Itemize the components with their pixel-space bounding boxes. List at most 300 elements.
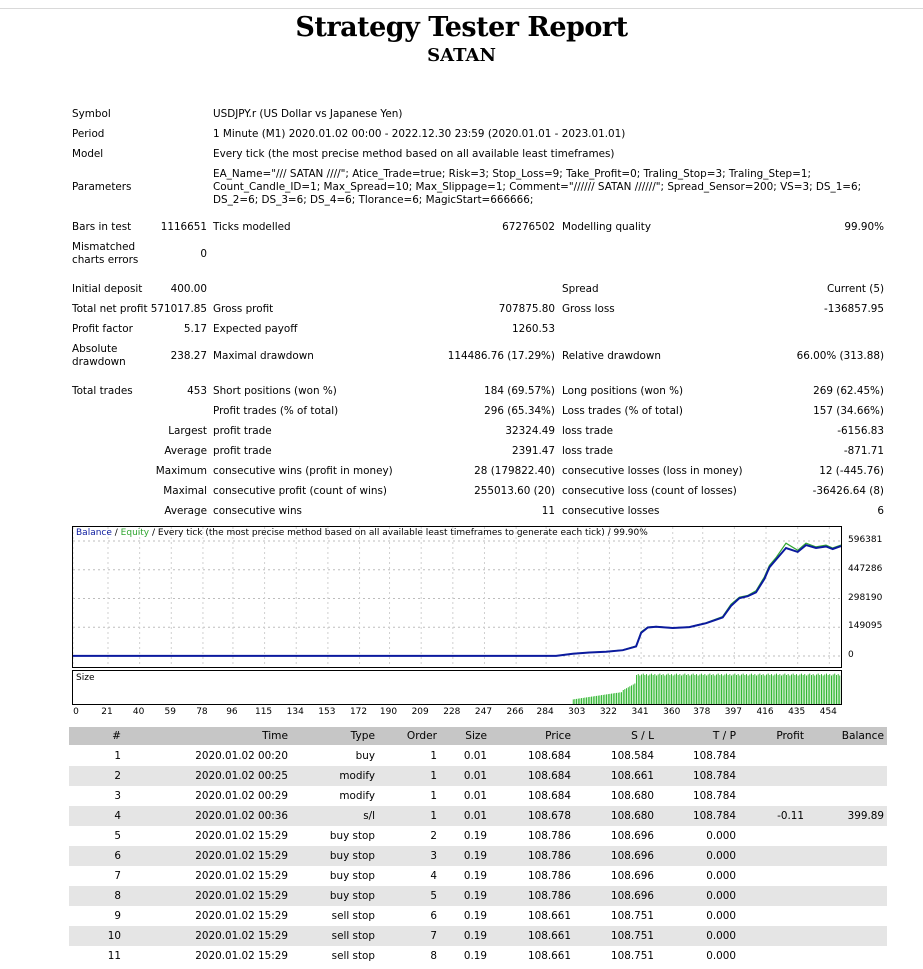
size-bar [739, 676, 740, 705]
size-bar [711, 675, 712, 704]
x-tick-label: 303 [568, 707, 586, 717]
trades-label: Total trades [72, 385, 133, 397]
size-bar [608, 694, 609, 704]
long-value: 269 (62.45%) [813, 385, 884, 397]
largest-loss-value: -6156.83 [837, 425, 884, 437]
size-bar [698, 676, 699, 705]
size-bar [696, 674, 697, 704]
size-bar [676, 674, 677, 704]
size-bar [646, 674, 647, 704]
size-bar [693, 674, 694, 704]
maximum-label: Maximum [155, 465, 207, 477]
table-cell: 108.784 [693, 810, 736, 822]
size-bar [706, 676, 707, 705]
size-bar [818, 674, 819, 704]
table-cell: 108.696 [611, 890, 654, 902]
size-bar [658, 675, 659, 705]
average-profit-label: profit trade [213, 445, 272, 457]
table-cell: 0.000 [706, 910, 736, 922]
x-tick-label: 21 [101, 707, 113, 717]
table-cell: 7 [430, 930, 437, 942]
table-cell: 6 [430, 910, 437, 922]
size-bar [586, 697, 587, 704]
column-header: Price [545, 730, 571, 742]
balance-line [73, 545, 841, 656]
table-cell: buy [355, 750, 375, 762]
balance-chart [72, 526, 842, 668]
size-bar [638, 674, 639, 704]
size-bar [786, 675, 787, 704]
max-losses-label: consecutive losses (loss in money) [562, 465, 743, 477]
table-cell: buy stop [329, 870, 375, 882]
x-tick-label: 172 [349, 707, 368, 717]
table-cell: 0.000 [706, 890, 736, 902]
size-bar [776, 674, 777, 704]
size-bar [829, 674, 830, 704]
size-bar [663, 674, 664, 704]
top-divider [0, 8, 923, 9]
avg-losses-label: consecutive losses [562, 505, 660, 517]
size-bar [708, 675, 709, 705]
table-cell: 8 [430, 950, 437, 962]
grossprofit-label: Gross profit [213, 303, 274, 315]
size-bar [591, 697, 592, 704]
size-bar [629, 686, 630, 704]
column-header: Order [406, 730, 437, 742]
size-bar [633, 685, 634, 705]
avg-wins-label: consecutive wins [213, 505, 302, 517]
x-tick-label: 435 [788, 707, 806, 717]
table-cell: 0.19 [463, 950, 487, 962]
x-tick-label: 378 [693, 707, 711, 717]
size-bar [669, 675, 670, 704]
x-tick-label: 228 [443, 707, 461, 717]
table-cell: 108.661 [528, 930, 571, 942]
y-tick-label: 0 [848, 650, 854, 660]
size-bar [664, 676, 665, 705]
size-bar [634, 684, 635, 705]
bars-value: 1116651 [160, 221, 207, 233]
period-value: 1 Minute (M1) 2020.01.02 00:00 - 2022.12.30 23:59 (2020.01.01 - 2023.01.01) [213, 128, 626, 140]
table-cell: 2020.01.02 00:25 [195, 770, 288, 782]
table-cell: 0.19 [463, 850, 487, 862]
y-tick-label: 596381 [848, 535, 883, 545]
size-bar [666, 675, 667, 705]
table-cell: -0.11 [777, 810, 804, 822]
table-cell: 0.19 [463, 830, 487, 842]
grossloss-label: Gross loss [562, 303, 615, 315]
size-bar [734, 674, 735, 704]
table-cell: 108.786 [528, 890, 571, 902]
table-cell: 2020.01.02 00:29 [195, 790, 288, 802]
x-tick-label: 153 [318, 707, 336, 717]
size-bar [811, 675, 812, 704]
x-tick-label: 284 [536, 707, 554, 717]
size-bar [821, 674, 822, 704]
size-bar [716, 675, 717, 705]
size-bar [763, 674, 764, 704]
size-bar [729, 674, 730, 704]
table-cell: 108.684 [528, 750, 571, 762]
x-tick-label: 360 [663, 707, 681, 717]
size-bar [771, 674, 772, 704]
column-header: Balance [841, 730, 884, 742]
size-bar [809, 674, 810, 704]
size-bar [751, 674, 752, 704]
payoff-label: Expected payoff [213, 323, 298, 335]
table-cell: 108.680 [611, 790, 654, 802]
x-tick-label: 416 [756, 707, 774, 717]
size-bar [689, 676, 690, 705]
size-bar [596, 696, 597, 704]
maxdd-value: 114486.76 (17.29%) [447, 350, 555, 362]
table-cell: 0.01 [463, 810, 487, 822]
table-cell: 2 [430, 830, 437, 842]
size-bar [816, 675, 817, 705]
size-bar [828, 675, 829, 704]
max-losses-value: 12 (-445.76) [819, 465, 884, 477]
size-bar [723, 676, 724, 705]
size-bar [679, 674, 680, 704]
table-cell: 0.01 [463, 770, 487, 782]
average-profit-value: 2391.47 [512, 445, 555, 457]
size-bar [603, 695, 604, 704]
legend-description: / Every tick (the most precise method based on all available least timeframes to generate each tick) / 99.90% [149, 528, 648, 538]
legend-sep: / [111, 528, 121, 538]
column-header: Time [262, 730, 288, 742]
size-bar [641, 675, 642, 705]
x-tick-label: 266 [506, 707, 524, 717]
size-bar [759, 674, 760, 704]
table-cell: 2020.01.02 15:29 [195, 950, 288, 962]
table-cell: 8 [114, 890, 121, 902]
size-bar [589, 697, 590, 704]
size-chart-plot [73, 671, 841, 704]
size-bar [626, 688, 627, 704]
table-cell: modify [339, 770, 375, 782]
size-bar [758, 675, 759, 705]
x-tick-label: 209 [411, 707, 429, 717]
size-bar [726, 674, 727, 704]
quality-value: 99.90% [844, 221, 884, 233]
short-label: Short positions (won %) [213, 385, 337, 397]
reldd-label: Relative drawdown [562, 350, 661, 362]
size-bar [754, 674, 755, 704]
table-cell: 3 [114, 790, 121, 802]
maximal-profit-value: 255013.60 (20) [474, 485, 555, 497]
maxdd-label: Maximal drawdown [213, 350, 314, 362]
table-cell: 0.19 [463, 930, 487, 942]
size-bar [774, 675, 775, 705]
report-subtitle: SATAN [427, 45, 496, 66]
symbol-value: USDJPY.r (US Dollar vs Japanese Yen) [213, 108, 403, 120]
maximal-loss-label: consecutive loss (count of losses) [562, 485, 737, 497]
table-cell: 108.751 [611, 950, 654, 962]
mismatch-value: 0 [200, 248, 207, 260]
size-bar [831, 676, 832, 705]
x-tick-label: 322 [599, 707, 618, 717]
size-bar [713, 674, 714, 704]
average-label: Average [164, 445, 207, 457]
table-cell: 108.786 [528, 870, 571, 882]
size-bar [743, 674, 744, 704]
size-bar [573, 699, 574, 704]
table-cell: 108.678 [528, 810, 571, 822]
mismatch-label: Mismatched charts errors [72, 241, 139, 266]
x-tick-label: 397 [724, 707, 742, 717]
size-bar [803, 675, 804, 704]
absdd-label: Absolute drawdown [72, 343, 126, 368]
table-cell: 108.751 [611, 910, 654, 922]
size-bar [618, 693, 619, 704]
avg-losses-value: 6 [877, 505, 884, 517]
table-cell: 7 [114, 870, 121, 882]
size-bar [631, 685, 632, 704]
pf-value: 5.17 [183, 323, 207, 335]
table-cell: 2 [114, 770, 121, 782]
size-bar [826, 674, 827, 704]
table-cell: 4 [114, 810, 121, 822]
bars-label: Bars in test [72, 221, 132, 233]
size-bar [628, 687, 629, 704]
table-cell: 0.000 [706, 870, 736, 882]
size-bar [649, 675, 650, 705]
netprofit-label: Total net profit [72, 303, 148, 315]
size-bar [671, 674, 672, 704]
size-bar [833, 675, 834, 705]
size-bar [694, 675, 695, 704]
size-chart [72, 670, 842, 705]
size-bar [616, 693, 617, 704]
size-bar [584, 698, 585, 704]
size-bar [614, 693, 615, 704]
size-bar [688, 674, 689, 704]
parameters-value: EA_Name="/// SATAN ////"; Atice_Trade=true; Risk=3; Stop_Loss=9; Take_Profit=0; Traling_Stop=3; Traling_Step=1; Count_Candle_ID=1; Max_Spread=10; Max_Slippage=1; Comment="////// SATAN //////"; Spread_Sensor=200; VS=3; DS_1=6; DS_2=6; DS_3=6; DS_4=6; Tlorance=6; MagicStart=666666; [213, 168, 862, 206]
size-bar [789, 676, 790, 705]
table-cell: 2020.01.02 00:36 [195, 810, 288, 822]
size-bar [768, 674, 769, 704]
max-wins-label: consecutive wins (profit in money) [213, 465, 393, 477]
size-bar [724, 675, 725, 705]
balance-chart-plot [73, 527, 841, 667]
size-bar [738, 674, 739, 704]
table-cell: 9 [114, 910, 121, 922]
ticks-label: Ticks modelled [213, 221, 291, 233]
size-bar [824, 675, 825, 705]
maximal-label: Maximal [163, 485, 207, 497]
table-cell: buy stop [329, 850, 375, 862]
spread-label: Spread [562, 283, 599, 295]
table-cell: 5 [114, 830, 121, 842]
table-cell: 108.784 [693, 750, 736, 762]
ticks-value: 67276502 [502, 221, 555, 233]
table-cell: 6 [114, 850, 121, 862]
size-bar [819, 675, 820, 704]
table-cell: 10 [107, 930, 121, 942]
size-bar [604, 695, 605, 704]
size-bar [681, 676, 682, 705]
table-cell: 108.696 [611, 870, 654, 882]
size-bar [574, 699, 575, 704]
size-bar [741, 675, 742, 705]
size-bar [793, 674, 794, 704]
size-bar [653, 675, 654, 704]
ltrades-label: Loss trades (% of total) [562, 405, 683, 417]
size-bar [643, 674, 644, 704]
size-bar [744, 675, 745, 704]
size-bar [746, 674, 747, 704]
trades-value: 453 [187, 385, 207, 397]
maximal-profit-label: consecutive profit (count of wins) [213, 485, 387, 497]
table-cell: s/l [363, 810, 375, 822]
size-bar [678, 675, 679, 704]
size-bar [656, 676, 657, 705]
quality-label: Modelling quality [562, 221, 652, 233]
table-cell: 108.696 [611, 830, 654, 842]
table-cell: 1 [430, 810, 437, 822]
x-tick-label: 0 [73, 707, 79, 717]
table-cell: 2020.01.02 15:29 [195, 850, 288, 862]
size-bar [766, 675, 767, 705]
parameters-label: Parameters [72, 181, 132, 193]
size-bar [578, 699, 579, 704]
column-header: S / L [631, 730, 654, 742]
size-bar [783, 675, 784, 705]
size-bar [621, 692, 622, 704]
column-header: # [112, 730, 121, 742]
x-tick-label: 134 [286, 707, 304, 717]
size-bar [814, 676, 815, 705]
size-bar [798, 676, 799, 705]
size-bar [594, 696, 595, 704]
size-bar [836, 675, 837, 704]
size-bar [599, 695, 600, 704]
size-bar [601, 695, 602, 704]
max-wins-value: 28 (179822.40) [474, 465, 555, 477]
size-bar [804, 674, 805, 704]
legend-equity: Equity [120, 528, 150, 538]
size-bar [598, 696, 599, 704]
period-label: Period [72, 128, 105, 140]
table-cell: 108.584 [611, 750, 654, 762]
size-bar [623, 690, 624, 704]
table-cell: 2020.01.02 15:29 [195, 890, 288, 902]
size-bar [661, 675, 662, 704]
size-bar [838, 674, 839, 704]
report-title: Strategy Tester Report [295, 12, 628, 43]
table-cell: 4 [430, 870, 437, 882]
size-bar [721, 674, 722, 704]
y-tick-label: 447286 [848, 563, 883, 574]
size-bar [576, 699, 577, 704]
size-bar [749, 675, 750, 705]
x-tick-label: 40 [132, 707, 145, 717]
size-bar [756, 676, 757, 705]
size-bar [654, 674, 655, 704]
column-header: T / P [712, 730, 736, 742]
size-bar [644, 675, 645, 704]
table-cell: 1 [430, 790, 437, 802]
table-cell: 1 [430, 750, 437, 762]
chart-legend [76, 528, 648, 538]
table-cell: 1 [430, 770, 437, 782]
table-cell: 108.684 [528, 790, 571, 802]
table-cell: 108.786 [528, 830, 571, 842]
avg-wins-value: 11 [541, 505, 555, 517]
table-cell: 108.784 [693, 790, 736, 802]
table-cell: sell stop [331, 950, 375, 962]
table-cell: 0.000 [706, 930, 736, 942]
table-cell: 2020.01.02 15:29 [195, 830, 288, 842]
table-cell: 0.19 [463, 910, 487, 922]
size-bar [784, 674, 785, 704]
size-bar [788, 674, 789, 704]
table-cell: 2020.01.02 15:29 [195, 910, 288, 922]
table-cell: 108.751 [611, 930, 654, 942]
size-bar [593, 696, 594, 704]
ptrades-label: Profit trades (% of total) [213, 405, 339, 417]
table-cell: sell stop [331, 930, 375, 942]
netprofit-value: 571017.85 [150, 303, 207, 315]
spread-value: Current (5) [826, 283, 884, 295]
size-bar [648, 676, 649, 705]
size-bar [624, 689, 625, 704]
size-bar [668, 674, 669, 704]
table-cell: 108.661 [528, 910, 571, 922]
size-bar [794, 675, 795, 704]
table-cell: 108.696 [611, 850, 654, 862]
payoff-value: 1260.53 [512, 323, 555, 335]
table-cell: 108.684 [528, 770, 571, 782]
avg2-label: Average [164, 505, 207, 517]
long-label: Long positions (won %) [562, 385, 684, 397]
size-bar [796, 674, 797, 704]
reldd-value: 66.00% (313.88) [796, 350, 884, 362]
table-cell: 108.786 [528, 850, 571, 862]
deposit-label: Initial deposit [72, 283, 143, 295]
table-cell: 108.784 [693, 770, 736, 782]
size-bar [778, 675, 779, 704]
table-cell: 2020.01.02 00:20 [195, 750, 288, 762]
ptrades-value: 296 (65.34%) [484, 405, 555, 417]
x-tick-label: 247 [474, 707, 493, 717]
y-tick-label: 149095 [848, 621, 883, 632]
size-bar [719, 675, 720, 704]
size-bar [683, 675, 684, 705]
column-header: Size [465, 730, 487, 742]
largest-loss-label: loss trade [562, 425, 614, 437]
x-tick-label: 96 [226, 707, 238, 717]
pf-label: Profit factor [72, 323, 133, 335]
size-bar [761, 675, 762, 704]
model-value: Every tick (the most precise method based on all available least timeframes) [213, 148, 615, 160]
table-cell: 2020.01.02 15:29 [195, 930, 288, 942]
size-bar [583, 698, 584, 704]
table-cell: 2020.01.02 15:29 [195, 870, 288, 882]
average-loss-value: -871.71 [843, 445, 884, 457]
short-value: 184 (69.57%) [484, 385, 555, 397]
size-bar [686, 675, 687, 704]
size-bar [606, 694, 607, 704]
x-tick-label: 59 [164, 707, 177, 717]
size-bar [764, 676, 765, 705]
size-label: Size [76, 673, 95, 683]
column-header: Type [350, 730, 375, 742]
y-tick-label: 298190 [848, 592, 883, 603]
table-cell: 0.000 [706, 950, 736, 962]
x-tick-label: 341 [631, 707, 649, 717]
size-bar [839, 676, 840, 705]
